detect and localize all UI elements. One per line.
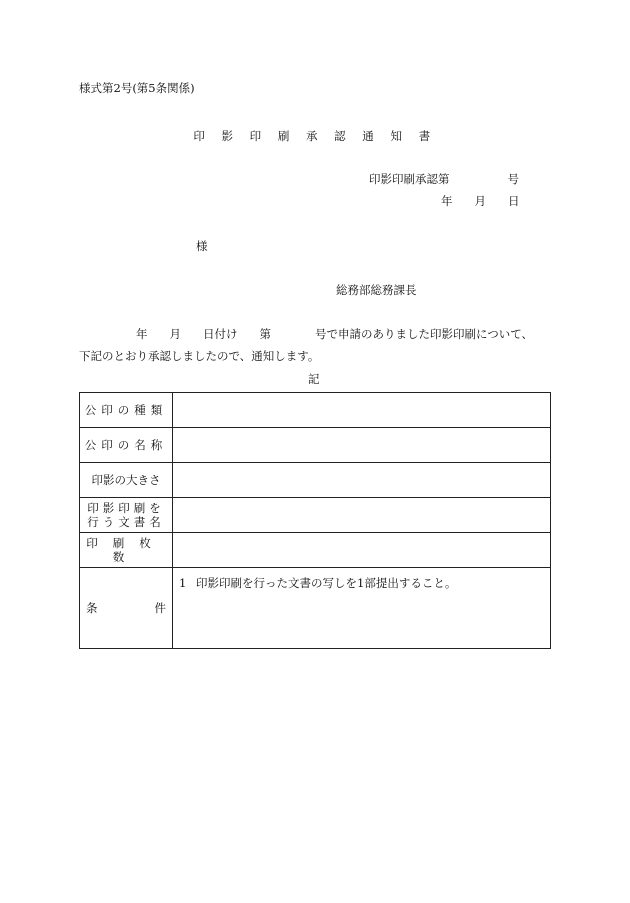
- body-line-1: [136, 326, 533, 342]
- date-year: 年: [441, 194, 453, 208]
- condition-number: 1: [179, 576, 187, 590]
- body-line-2: 下記のとおり承認しましたので、通知します。: [79, 349, 320, 363]
- row-label: 印刷枚数: [80, 533, 173, 568]
- row-value: [173, 463, 551, 498]
- document-title: 印 影 印 刷 承 認 通 知 書: [193, 129, 437, 143]
- approval-prefix: 印影印刷承認第: [369, 172, 450, 186]
- cond-label-left: 条: [86, 601, 98, 615]
- table-row: [80, 463, 551, 498]
- body-year: 年: [136, 327, 148, 341]
- form-number: 様式第2号(第5条関係): [79, 81, 195, 95]
- condition-text: 印影印刷を行った文書の写しを1部提出すること。: [196, 576, 457, 590]
- date-month: 月: [474, 194, 486, 208]
- issuer: 総務部総務課長: [336, 283, 417, 297]
- body-line1-rest: 号で申請のありました印影印刷について、: [315, 327, 534, 341]
- row-label: 印影印刷を 行う文書名: [80, 498, 173, 533]
- row-value: [173, 498, 551, 533]
- details-table: [79, 392, 551, 649]
- row-label: 公印の名称: [80, 428, 173, 463]
- row-value: [173, 533, 551, 568]
- addressee: 様: [196, 239, 208, 253]
- row-label: 公印の種類: [80, 393, 173, 428]
- condition-cell: [173, 568, 551, 649]
- table-row-conditions: [80, 568, 551, 649]
- date-day: 日: [508, 194, 520, 208]
- table-row: [80, 393, 551, 428]
- cond-label-right: 件: [154, 601, 166, 615]
- body-month: 月: [169, 327, 181, 341]
- row-label: 印影の大きさ: [80, 463, 173, 498]
- table-row: [80, 498, 551, 533]
- body-dated: 日付け: [203, 327, 238, 341]
- table-row: [80, 428, 551, 463]
- body-no-prefix: 第: [259, 327, 271, 341]
- approval-suffix: 号: [507, 172, 519, 186]
- table-row: [80, 533, 551, 568]
- ki-heading: 記: [308, 372, 320, 386]
- row-label: [80, 568, 173, 649]
- issue-date-line: [441, 193, 520, 209]
- approval-number-line: [369, 171, 519, 187]
- row-value: [173, 393, 551, 428]
- row-value: [173, 428, 551, 463]
